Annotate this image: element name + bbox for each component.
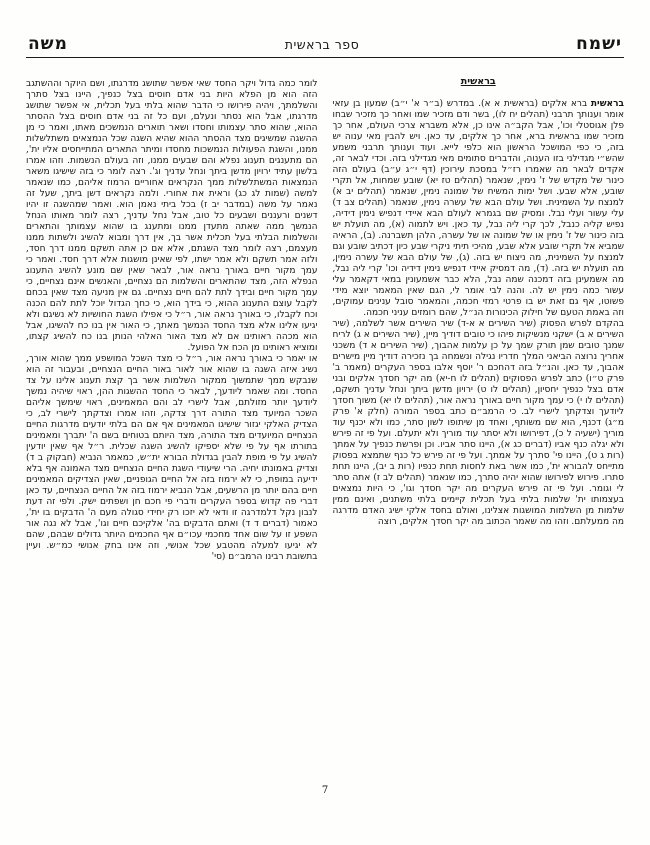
sefer-name: ספר בראשית	[284, 37, 360, 52]
paragraph-lead-word: בראשית	[590, 99, 624, 109]
parsha-heading: בראשית	[460, 76, 496, 87]
column-right	[333, 62, 625, 563]
paragraph: בהקדם לפרש הפסוק (שיר השירים א א-ד) שיר השירים אשר לשלמה, (שיר השירים א ב) ישקני מנשיקות פיהו כי טובים דודיך מיין, (שיר השירים א ג) לריח שמנך טובים שמן תורק שמך על כן עלמות אהבוך, (שיר השירים א ד) משכני אחריך נרוצה הביאני המלך חדריו נגילה ונשמחה בך נזכירה דודיך מיין מישרים אהבוך, עד כאן. והנ״ל בזה דהחכם ר' יוסף אלבו בספר העקרים (מאמר ב' פרק ט״ו) כתב לפרש הפסוקים (תהלים לו ח-יא) מה יקר חסדך אלקים ובני אדם בצל כנפיך יחסיון, (תהלים לו ט) ירויון מדשן ביתך ונחל עדניך תשקם, (תהלים לו י) כי עמך מקור חיים באורך נראה אור, (תהלים לו יא) משוך חסדך ליודעך וצדקתך לישרי לב. כי הרמב״ם כתב בספר המורה (חלק א' פרק מ״ג) דכנף, הוא שם משותף, ואחד מן שיתופו לשון סתר, כמו ולא יכנף עוד מוריך (ישעיה ל כ), דפירושו ולא יסתר עוד מוריך ולא יתעלם. ועל פי זה פירש ולא יגלה כנף אביו (דברים כג א), היינו סתר אביו. וכן ופרשת כנפיך על אמתך (רות ג ט), היינו פי' סתרך על אמתך. ועל פי זה פירש כל כנף שתמצא בפסוק מתייחס להבורא ית', כמו אשר באת לחסות תחת כנפיו (רות ב יב), היינו תחת סתרו. פירוש לפירושו שהוא יהיה סתרך, כמו שנאמר (תהלים לב ז) אתה סתר לי וגומר. ועל פי זה פירש העקרים מה יקר חסדך וגו', כי היות נמצאים בעצמותו ית' שלמות בלתי בעל תכלית קיימים בלתי משתנים, ואינם ממין שלמות מן השלמות המושגות אצלינו, ואולם בחסד אלקי ישיג האדם מדרגה מה ממעלתם. וזהו מה שאמר הכתוב מה יקר חסדך אלקים, רוצה	[332, 319, 624, 527]
page-footer	[26, 778, 624, 845]
paragraph: לומר כמה גדול ויקר החסד שאי אפשר שתושג מדרגתו, ושם היוקר וההשתגב הזה הוא מן הפלא היות בני אדם חוסים בצל כנפיך, היינו בצל סתרך והשלמתך, ויהיה פירושו כי הדבר שהוא בלתי בעל תכלית, אי אפשר שתושג מדרגתו, אבל הוא נסתר ונעלם, ועם כל זה בני אדם חוסים בצל ההסתר ההוא, שהוא סתר עצמותו וחסדו ושאר תוארים הנמשכים מאתו, ואמר כי מן ההשגה שמשיגים מצד ההסתר ההוא שהיא השגה שכל הנמצאים משתלשלות ממנו, והשגת הפעולות הנמשכות מחסדו ומיתר התארים המתייחסים אליו ית', הם מתענגים תענוג נפלא והם שבעים ממנו, וזה בעולם הנשמות. וזהו אמרו בלשון עתיד ירויון מדשן ביתך ונחל עדניך וג'. רצה לומר כי בזה שישיגו משאר הנמצאות המשתלשלות ממך הנקראים אחוריים הרמוז אליהם, כמו שנאמר למשה (שמות לג כג) וראית את אחורי. ולמה נקראים דשן ביתך, שעל זה נאמר על משה (במדבר יב ז) בכל ביתי נאמן הוא. ואמר שמהשגה זו יהיו דשנים ורעננים ושבעים כל טוב, אבל נחל עדניך, רצה לומר מאותו הנחל הנמשך ממה שאתה מתעדן ממנו ומתענג בו שהוא עצמותך והתארים והשלמות הבלתי בעל תכלית אשר בך, אין דרך ומבוא להשיג ולשתות ממנו מעצמם, רצה לומר מצד השגתם, אלא אם כן אתה תשקם ממנו דרך חסד, ולזה אמר תשקם ולא אמר ישתו, לפי שאינן מושגות אלא דרך חסד. ואמר כי עמך מקור חיים באורך נראה אור, לבאר שאין שם מונע להשיג התענוג הנפלא הזה, מצד שהתארים והשלמות הם נצחיים, והאנשים אינם נצחיים, כי עמך מקור חיים ובידך לתת להם חיים נצחיים. גם אין מניעה מצד שאין בכחם לקבל עוצם התענוג ההוא, כי בידך הוא, כי כחך הגדול יוכל לתת להם הכנה וכח לקבלו, כי באורך נראה אור, ר״ל כי אפילו השגת החושיות לא נשיגם ולא יגיעו אלינו אלא מצד החסד הנמשך מאתך, כי האור אין בנו כח להשיגו, אבל הוא מכהה ראותינו אם לא מצד האור האלהי הנותן בנו כח להשיג קצתו, ומוציא ראותינו מן הכח אל הפועל.	[26, 79, 318, 353]
column-left	[26, 62, 318, 563]
paragraph	[333, 99, 625, 319]
page-number: 7	[321, 785, 329, 796]
text-columns	[26, 62, 624, 563]
page-header	[26, 34, 624, 58]
paragraph-text: ברא אלקים (בראשית א א). במדרש (ב״ר א' י״ב) שמעון בן עזאי אומר וענותך תרבני (תהלים יח לו), בשר ודם מזכיר שמו ואחר כך מזכיר שבחו פלן אגוסטלי וכו', אבל הקב״ה אינו כן, אלא משברא צרכי העולם, אחר כך מזכיר שמו בראשית ברא, אחר כך אלקים, עד כאן. ויש להבין מאי ענוה יש בזה, כי כפי המושכל הראשון הוא כלפי לייא. ועוד וענותך תרבני משמע שהש״י מגדילני בזו הענוה, והדברים סתומים מאי מגדילני בזה. וכדי לבאר זה, אקדים לבאר מה שאמרו רז״ל במסכת עירוכין (דף י״ג ע״ב) בעולם הזה כינור של מקדש של ז' נימין, שנאמר (תהלים טז יא) שובע שמחות, אל תקרי שובע, אלא שבע. ושל ימות המשיח של שמונה נימין, שנאמר (תהלים יב א) למנצח על השמינית. ושל עולם הבא של עשרה נימין, שנאמר (תהלים צב ד) עלי עשור ועלי נבל. ומסיק שם בגמרא לעולם הבא איידי דנפיש נימין דידיה, נפיש קליה כנבל, לכך קרי ליה נבל, עד כאן. ויש לתמוה (א), מה תועלת יש בזה כינור של ז' נימין או של שמונה או של עשרה, הלהן תשברנה. (ב), הראיה שמביא אל תקרי שובע אלא שבע, מהיכי תיתי ניקרי שבע כיון דכתיב שובע וגם למנצח על השמינית, מה ניצוח יש בזה. (ג), של עולם הבא של עשרה נימין, מה תועלת יש בזה. (ד), מה דמסיק איידי דנפיש נימין דידיה וכו' קרי ליה נבל, מה אשמעינן בזה דמכנה שמה נבל, הלא כבר אשמעונין במאי דקאמר עלי עשור כמה נימין יש לה. והנה לבי אומר לי, הגם שאין המאמר יוצא מידי פשוטו, אף גם זאת יש בו פרטי רמזי חכמה, והמאמר סובל ענינים עמוקים, וזה באמת הטעם של חילוק הכינורות הנ״ל, שהם רומזים עניני חכמה.	[332, 99, 624, 318]
book-title-word-left: משה	[28, 34, 68, 54]
book-title-word-right: ישמח	[576, 34, 622, 54]
paragraph: או יאמר כי באורך נראה אור, ר״ל כי מצד השכל המושפע ממך שהוא אורך, נשיג איזה השגה בו שהוא אור לאור באור החיים הנצחיים, ובעבור זה הוא שנבקש ממך שתמשוך ממקור השלמות אשר בך קצת תענוג אלינו על צד החסד. ומה שאמר ליודעך, לבאר כי החסד ההשגות ההן, ראוי שיהיה נמשך ליודעך יותר מזולתם, אבל לישרי לב והם המאמינים, ראוי שימשך אליהם השכר המיועד מצד התורה דרך צדקה, וזהו אמרו וצדקתך לישרי לב, כי הצדיק האלקי יגזור שישיגו המאמינים אף אם הם בלתי יודעים מדרגות החיים הנצחיים המיועדים מצד התורה, מצד היותם בטוחים בשם ה' יתברך ומאמינים בתורתו אף על פי שלא יספיקו להשיג השגה שכלית. ר״ל אף שאין יודעין להשיג על פי מופת להבין בגדולת הבורא ית״ש, כמאמר הנביא (חבקוק ב ד) וצדיק באמונתו יחיה. הרי שיעודי השגת החיים הנצחיים מצד האמונה אף בלא ידיעה במופת, כי לא ירמוז בזה אל החיים הגופניים, שאין הצדיקים המאמינים חיים בהם יותר מן הרשעים, אבל הנביא ירמוז בזה אל החיים הנצחיים, עד כאן דברי פה קדוש בספר העקרים ודברי פי חכם חן ושפתים ישק. ולפי זה דעת לנבון נקל דלמדרגה זו ודאי לא יזכו רק יחידי סגולה מעם ה' הדבקים בו ית', כאמור (דברים ד ד) ואתם הדבקים בה' אלקיכם חיים וגו', אבל לא נגה אור השפע זו על שום אחד מחכמי עכו״ם אף החכמים היותר גדולים שבהם, שהם לא יגיעו למעלה מהטבע שכל אנושי, וזה אינו בחק אנושי כמ״ש. ועיין בתשובת רבינו הרמב״ם (סי'	[26, 354, 318, 562]
